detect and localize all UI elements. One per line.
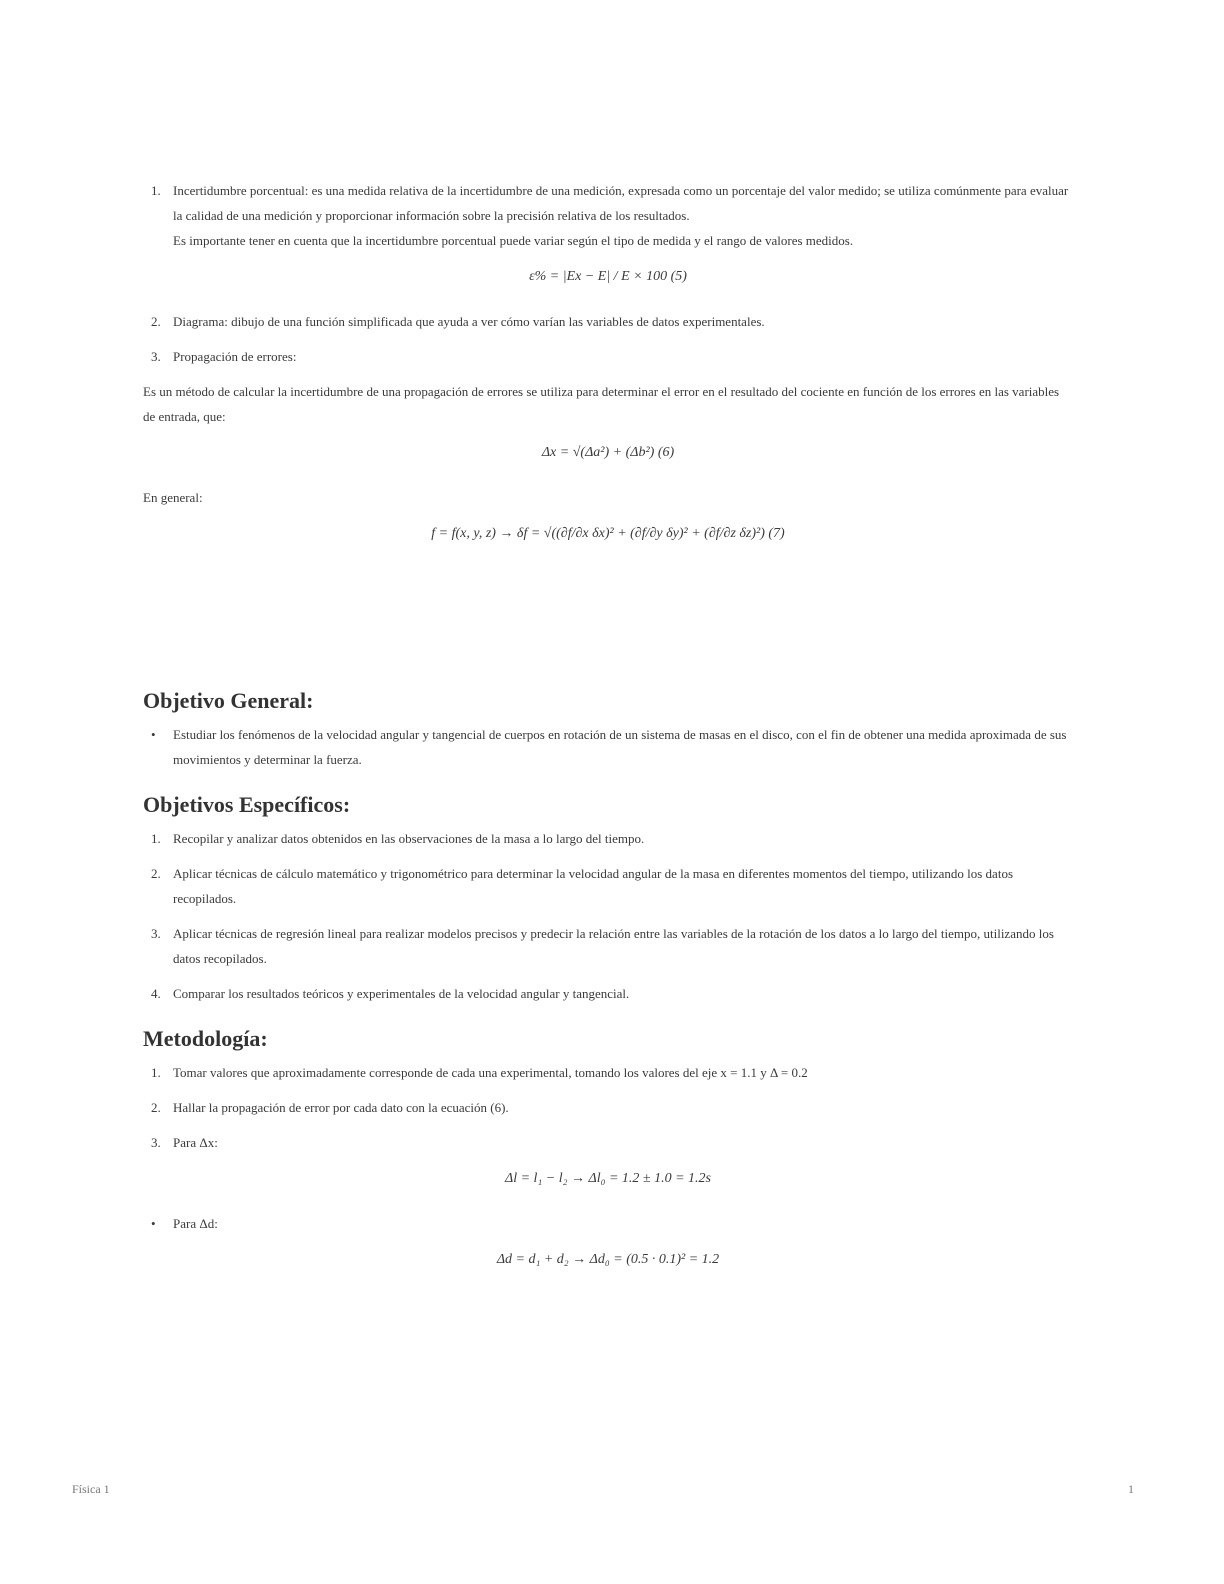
list-item xyxy=(143,344,1073,369)
item-text: Incertidumbre porcentual: es una medida relativa de la incertidumbre de una medición, expresada como un porcentaje del valor medido; se utiliza comúnmente para evaluar la calidad de una medición y proporcionar información sobre la precisión relativa de los resultados. xyxy=(173,183,1069,223)
item-text: Recopilar y analizar datos obtenidos en las observaciones de la masa a lo largo del tiempo. xyxy=(173,831,645,846)
equation-6: Δx = √(Δa²) + (Δb²) (6) xyxy=(541,445,675,460)
item-text: Aplicar técnicas de cálculo matemático y trigonométrico para determinar la velocidad angular de la masa en diferentes momentos del tiempo, utilizando los datos recopilados. xyxy=(173,866,1013,906)
heading-objetivo-general: Objetivo General: xyxy=(143,688,314,713)
equation-5: ε% = |Ex − E| / E × 100 (5) xyxy=(529,269,687,284)
heading-objetivos-especificos: Objetivos Específicos: xyxy=(143,792,351,817)
item-text-continued: Es importante tener en cuenta que la incertidumbre porcentual puede variar según el tipo de medida y el rango de valores medidos. xyxy=(173,233,854,248)
list-item xyxy=(143,1095,1073,1120)
list-marker: 2. xyxy=(151,314,161,329)
list-marker: 2. xyxy=(151,1100,161,1115)
equation-7: f = f(x, y, z) → δf = √((∂f/∂x δx)² + (∂f/∂y δy)² + (∂f/∂z δz)²) (7) xyxy=(431,526,785,541)
item-text: Estudiar los fenómenos de la velocidad angular y tangencial de cuerpos en rotación de un sistema de masas en el disco, con el fin de obtener una medida aproximada de sus movimientos y determinar la fuerza. xyxy=(173,727,1067,767)
list-marker: 3. xyxy=(151,926,161,941)
spacer xyxy=(143,1016,1073,1024)
list-item xyxy=(143,1130,1073,1155)
list-marker: 4. xyxy=(151,986,161,1001)
item-text: Aplicar técnicas de regresión lineal para realizar modelos precisos y predecir la relación entre las variables de la rotación de los datos a lo largo del tiempo, utilizando los datos recopilados. xyxy=(173,926,1054,966)
list-marker: • xyxy=(151,727,156,742)
item-text: Propagación de errores: xyxy=(173,349,297,364)
page-content xyxy=(143,178,1073,1292)
list-item xyxy=(143,309,1073,334)
list-marker: 1. xyxy=(151,183,161,198)
list-marker: 1. xyxy=(151,831,161,846)
heading-metodologia: Metodología: xyxy=(143,1026,268,1051)
equation-delta-l: Δl = l₁ − l₂ → Δl₀ = 1.2 ± 1.0 = 1.2s xyxy=(504,1171,711,1186)
item-text: Hallar la propagación de error por cada dato con la ecuación (6). xyxy=(173,1100,509,1115)
list-item xyxy=(143,826,1073,851)
item-text: Para Δd: xyxy=(173,1216,218,1231)
footer-course-label: Física 1 xyxy=(72,1482,110,1496)
item-text: Para Δx: xyxy=(173,1135,218,1150)
list-marker: 3. xyxy=(151,1135,161,1150)
list-marker: 1. xyxy=(151,1065,161,1080)
list-item xyxy=(143,1060,1073,1085)
list-item xyxy=(143,861,1073,911)
equation-delta-d: Δd = d₁ + d₂ → Δd₀ = (0.5 · 0.1)² = 1.2 xyxy=(496,1252,720,1267)
list-marker: 3. xyxy=(151,349,161,364)
item-text: Tomar valores que aproximadamente corresponde de cada una experimental, tomando los valores del eje x = 1.1 y Δ = 0.2 xyxy=(173,1065,808,1080)
vertical-spacer xyxy=(143,566,1073,686)
item-text: Diagrama: dibujo de una función simplificada que ayuda a ver cómo varían las variables de datos experimentales. xyxy=(173,314,765,329)
list-item xyxy=(143,722,1073,772)
paragraph: Es un método de calcular la incertidumbre de una propagación de errores se utiliza para determinar el error en el resultado del cociente en función de los errores en las variables de entrada, que: xyxy=(143,384,1060,424)
item-text: Comparar los resultados teóricos y experimentales de la velocidad angular y tangencial. xyxy=(173,986,630,1001)
list-item xyxy=(143,1211,1073,1236)
list-marker: • xyxy=(151,1216,156,1231)
list-marker: 2. xyxy=(151,866,161,881)
list-item xyxy=(143,981,1073,1006)
paragraph: En general: xyxy=(143,490,203,505)
list-item xyxy=(143,921,1073,971)
spacer xyxy=(143,782,1073,790)
footer-page-number: 1 xyxy=(1128,1482,1134,1496)
list-item xyxy=(143,178,1073,253)
